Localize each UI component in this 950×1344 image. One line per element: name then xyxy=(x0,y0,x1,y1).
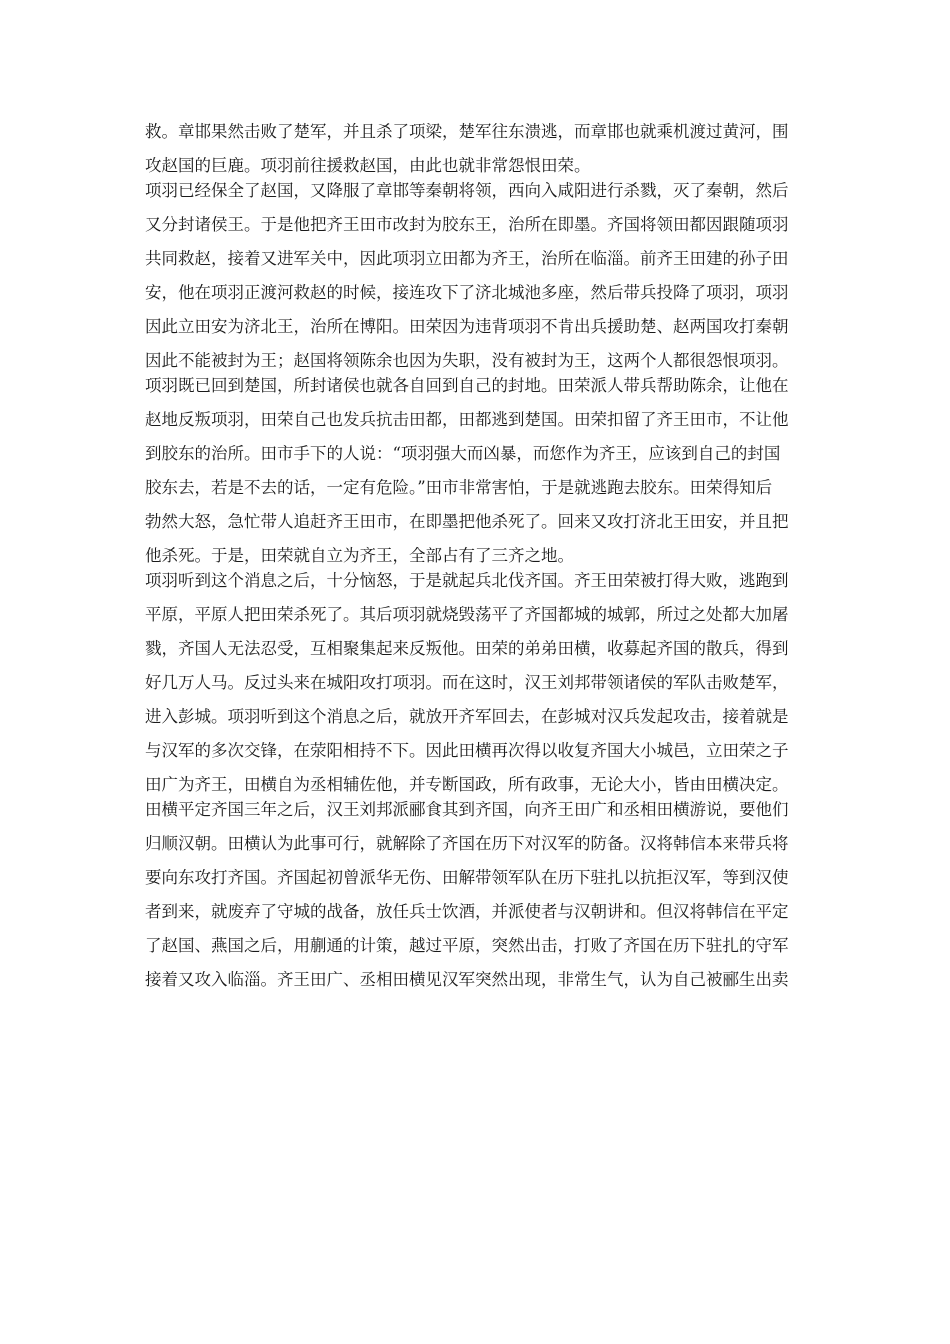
text-line: 田横平定齐国三年之后，汉王刘邦派郦食其到齐国，向齐王田广和丞相田横游说，要他们 xyxy=(145,800,789,819)
text-line: 到胶东的治所。田市手下的人说：“项羽强大而凶暴，而您作为齐王，应该到自己的封国 xyxy=(145,444,781,463)
text-line: 他杀死。于是，田荣就自立为齐王，全部占有了三齐之地。 xyxy=(145,546,574,565)
text-line: 进入彭城。项羽听到这个消息之后，就放开齐军回去，在彭城对汉兵发起攻击，接着就是 xyxy=(145,707,789,726)
text-line: 因此不能被封为王；赵国将领陈余也因为失职，没有被封为王，这两个人都很怨恨项羽。 xyxy=(145,351,789,370)
text-line: 赵地反叛项羽，田荣自己也发兵抗击田都，田都逃到楚国。田荣扣留了齐王田市，不让他 xyxy=(145,410,789,429)
text-line: 好几万人马。反过头来在城阳攻打项羽。而在这时，汉王刘邦带领诸侯的军队击败楚军， xyxy=(145,673,789,692)
text-line: 胶东去，若是不去的话，一定有危险。”田市非常害怕，于是就逃跑去胶东。田荣得知后 xyxy=(145,478,773,497)
text-line: 安，他在项羽正渡河救赵的时候，接连攻下了济北城池多座，然后带兵投降了项羽，项羽 xyxy=(145,283,789,302)
text-line: 要向东攻打齐国。齐国起初曾派华无伤、田解带领军队在历下驻扎以抗拒汉军，等到汉使 xyxy=(145,868,789,887)
text-line: 接着又攻入临淄。齐王田广、丞相田横见汉军突然出现，非常生气，认为自己被郦生出卖 xyxy=(145,970,789,989)
text-line: 项羽已经保全了赵国，又降服了章邯等秦朝将领，西向入咸阳进行杀戮，灭了秦朝，然后 xyxy=(145,181,789,200)
text-line: 归顺汉朝。田横认为此事可行，就解除了齐国在历下对汉军的防备。汉将韩信本来带兵将 xyxy=(145,834,789,853)
text-line: 项羽听到这个消息之后，十分恼怒，于是就起兵北伐齐国。齐王田荣被打得大败，逃跑到 xyxy=(145,571,789,590)
text-line: 者到来，就废弃了守城的战备，放任兵士饮酒，并派使者与汉朝讲和。但汉将韩信在平定 xyxy=(145,902,789,921)
text-line: 因此立田安为济北王，治所在博阳。田荣因为违背项羽不肯出兵援助楚、赵两国攻打秦朝 xyxy=(145,317,789,336)
text-line: 救。章邯果然击败了楚军，并且杀了项梁，楚军往东溃逃，而章邯也就乘机渡过黄河，围 xyxy=(145,122,789,141)
text-line: 勃然大怒，急忙带人追赶齐王田市，在即墨把他杀死了。回来又攻打济北王田安，并且把 xyxy=(145,512,789,531)
text-line: 项羽既已回到楚国，所封诸侯也就各自回到自己的封地。田荣派人带兵帮助陈余，让他在 xyxy=(145,376,789,395)
text-line: 共同救赵，接着又进军关中，因此项羽立田都为齐王，治所在临淄。前齐王田建的孙子田 xyxy=(145,249,789,268)
text-line: 戮，齐国人无法忍受，互相聚集起来反叛他。田荣的弟弟田横，收募起齐国的散兵，得到 xyxy=(145,639,789,658)
text-line: 平原，平原人把田荣杀死了。其后项羽就烧毁荡平了齐国都城的城郭，所过之处都大加屠 xyxy=(145,605,789,624)
text-line: 攻赵国的巨鹿。项羽前往援救赵国，由此也就非常怨恨田荣。 xyxy=(145,156,591,175)
text-line: 了赵国、燕国之后，用蒯通的计策，越过平原，突然出击，打败了齐国在历下驻扎的守军 xyxy=(145,936,789,955)
text-line: 与汉军的多次交锋，在荥阳相持不下。因此田横再次得以收复齐国大小城邑，立田荣之子 xyxy=(145,741,789,760)
text-line: 又分封诸侯王。于是他把齐王田市改封为胶东王，治所在即墨。齐国将领田都因跟随项羽 xyxy=(145,215,789,234)
text-line: 田广为齐王，田横自为丞相辅佐他，并专断国政，所有政事，无论大小，皆由田横决定。 xyxy=(145,775,789,794)
document-body xyxy=(145,121,815,991)
